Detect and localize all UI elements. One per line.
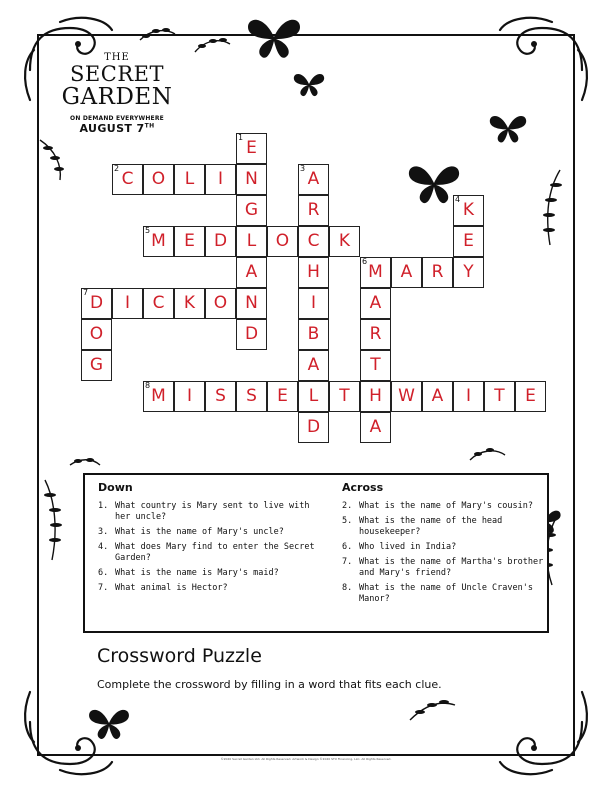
crossword-cell[interactable] xyxy=(143,288,174,319)
logo-line-garden: GARDEN xyxy=(61,84,173,110)
crossword-cell[interactable] xyxy=(298,288,329,319)
cell-letter: D xyxy=(306,417,321,437)
cell-letter: N xyxy=(245,169,258,189)
crossword-cell[interactable] xyxy=(298,195,329,226)
cell-letter: L xyxy=(246,231,257,251)
crossword-cell[interactable] xyxy=(298,164,329,195)
crossword-cell[interactable] xyxy=(81,288,112,319)
cell-letter: W xyxy=(398,386,415,406)
cell-letter: A xyxy=(307,169,320,189)
cell-letter: G xyxy=(244,200,259,220)
crossword-cell[interactable] xyxy=(515,381,546,412)
cell-letter: T xyxy=(339,386,350,406)
clue-number-label: 5 xyxy=(145,226,151,235)
crossword-cell[interactable] xyxy=(360,412,391,443)
crossword-cell[interactable] xyxy=(391,381,422,412)
crossword-cell[interactable] xyxy=(236,381,267,412)
clue-down-1 xyxy=(98,501,323,523)
down-clues xyxy=(98,481,323,598)
crossword-cell[interactable] xyxy=(298,412,329,443)
clue-number: 5. xyxy=(342,516,353,526)
clue-text: What animal is Hector? xyxy=(115,583,228,593)
cell-letter: T xyxy=(370,355,381,375)
cell-letter: A xyxy=(369,293,382,313)
crossword-cell[interactable] xyxy=(236,195,267,226)
cell-letter: O xyxy=(275,231,290,251)
cell-letter: I xyxy=(124,293,130,313)
cell-letter: C xyxy=(152,293,165,313)
clue-down-7 xyxy=(98,583,323,594)
crossword-cell[interactable] xyxy=(391,257,422,288)
across-heading: Across xyxy=(342,481,384,494)
crossword-cell[interactable] xyxy=(329,381,360,412)
clue-text: What country is Mary sent to live with her uncle? xyxy=(115,501,310,522)
cell-letter: D xyxy=(89,293,104,313)
crossword-cell[interactable] xyxy=(174,164,205,195)
cell-letter: C xyxy=(121,169,134,189)
crossword-cell[interactable] xyxy=(329,226,360,257)
clue-number: 7. xyxy=(98,583,109,593)
cell-letter: G xyxy=(89,355,104,375)
cell-letter: I xyxy=(217,169,223,189)
cell-letter: N xyxy=(245,293,258,313)
crossword-cell[interactable] xyxy=(453,195,484,226)
crossword-cell[interactable] xyxy=(360,381,391,412)
cell-letter: K xyxy=(338,231,351,251)
cell-letter: A xyxy=(307,355,320,375)
crossword-cell[interactable] xyxy=(205,226,236,257)
cell-letter: H xyxy=(369,386,382,406)
crossword-cell[interactable] xyxy=(484,381,515,412)
cell-letter: R xyxy=(431,262,444,282)
cell-letter: C xyxy=(307,231,320,251)
cell-letter: R xyxy=(369,324,382,344)
clue-text: What does Mary find to enter the Secret Garden? xyxy=(115,542,315,563)
crossword-cell[interactable] xyxy=(422,381,453,412)
crossword-cell[interactable] xyxy=(298,319,329,350)
cell-letter: O xyxy=(151,169,166,189)
clue-number: 2. xyxy=(342,501,353,511)
crossword-cell[interactable] xyxy=(236,288,267,319)
clue-down-3 xyxy=(98,527,323,538)
logo-line-the: THE xyxy=(104,52,130,63)
cell-letter: B xyxy=(307,324,320,344)
cell-letter: M xyxy=(368,262,383,282)
clue-number: 3. xyxy=(98,527,109,537)
clue-down-6 xyxy=(98,568,323,579)
clues-box xyxy=(83,473,549,633)
clue-number-label: 1 xyxy=(238,133,244,142)
clue-text: Who lived in India? xyxy=(359,542,457,552)
crossword-cell[interactable] xyxy=(143,381,174,412)
cell-letter: A xyxy=(245,262,258,282)
cell-letter: S xyxy=(246,386,257,406)
cell-letter: E xyxy=(246,138,257,158)
crossword-cell[interactable] xyxy=(81,319,112,350)
clue-number-label: 2 xyxy=(114,164,120,173)
cell-letter: M xyxy=(151,231,166,251)
crossword-cell[interactable] xyxy=(112,288,143,319)
cell-letter: L xyxy=(184,169,195,189)
crossword-cell[interactable] xyxy=(422,257,453,288)
crossword-cell[interactable] xyxy=(236,164,267,195)
crossword-cell[interactable] xyxy=(143,164,174,195)
clue-number: 6. xyxy=(98,568,109,578)
clue-text: What is the name of Mary's cousin? xyxy=(359,501,533,511)
cell-letter: A xyxy=(400,262,413,282)
crossword-cell[interactable] xyxy=(174,381,205,412)
crossword-cell[interactable] xyxy=(236,133,267,164)
crossword-cell[interactable] xyxy=(453,226,484,257)
cell-letter: E xyxy=(463,231,474,251)
across-clues xyxy=(342,481,547,609)
clue-across-5 xyxy=(342,516,547,538)
clue-number: 7. xyxy=(342,557,353,567)
crossword-cell[interactable] xyxy=(236,257,267,288)
logo-tagline: ON DEMAND EVERYWHERE xyxy=(70,115,164,122)
puzzle-title: Crossword Puzzle xyxy=(97,645,262,667)
crossword-cell[interactable] xyxy=(298,226,329,257)
cell-letter: D xyxy=(244,324,259,344)
clue-across-2 xyxy=(342,501,547,512)
crossword-cell[interactable] xyxy=(267,381,298,412)
cell-letter: H xyxy=(307,262,320,282)
crossword-cell[interactable] xyxy=(205,381,236,412)
clue-number-label: 3 xyxy=(300,164,306,173)
crossword-cell[interactable] xyxy=(360,288,391,319)
clue-across-7 xyxy=(342,557,547,579)
crossword-cell[interactable] xyxy=(453,381,484,412)
clue-number-label: 4 xyxy=(455,195,461,204)
crossword-cell[interactable] xyxy=(360,319,391,350)
cell-letter: I xyxy=(186,386,192,406)
crossword-cell[interactable] xyxy=(453,257,484,288)
crossword-cell[interactable] xyxy=(298,381,329,412)
cell-letter: M xyxy=(151,386,166,406)
clue-number: 8. xyxy=(342,583,353,593)
clue-number-label: 8 xyxy=(145,381,151,390)
cell-letter: L xyxy=(308,386,319,406)
cell-letter: E xyxy=(277,386,288,406)
cell-letter: T xyxy=(494,386,505,406)
crossword-cell[interactable] xyxy=(298,257,329,288)
logo-line-secret: SECRET xyxy=(70,62,164,86)
crossword-cell[interactable] xyxy=(174,226,205,257)
crossword-cell[interactable] xyxy=(360,350,391,381)
clue-across-8 xyxy=(342,583,547,605)
cell-letter: S xyxy=(215,386,226,406)
crossword-cell[interactable] xyxy=(174,288,205,319)
down-heading: Down xyxy=(98,481,133,494)
clue-text: What is the name of Mary's uncle? xyxy=(115,527,284,537)
clue-text: What is the name is Mary's maid? xyxy=(115,568,279,578)
clue-across-6 xyxy=(342,542,547,553)
crossword-cell[interactable] xyxy=(360,257,391,288)
clue-number-label: 6 xyxy=(362,257,368,266)
crossword-cell[interactable] xyxy=(236,226,267,257)
clue-text: What is the name of Uncle Craven's Manor? xyxy=(359,583,533,604)
release-date-suffix: TH xyxy=(144,122,155,130)
cell-letter: O xyxy=(89,324,104,344)
cell-letter: A xyxy=(431,386,444,406)
cell-letter: K xyxy=(183,293,196,313)
cell-letter: D xyxy=(213,231,228,251)
copyright-notice: ©2020 Secret Garden Ltd. All Rights Reserved. Artwork & Design ©2020 STX Financing, LLC. All Rights Reserved. xyxy=(220,757,392,761)
puzzle-instructions: Complete the crossword by filling in a word that fits each clue. xyxy=(97,678,442,691)
crossword-cell[interactable] xyxy=(143,226,174,257)
crossword-cell[interactable] xyxy=(298,350,329,381)
cell-letter: E xyxy=(184,231,195,251)
crossword-cell[interactable] xyxy=(205,288,236,319)
cell-letter: Y xyxy=(463,262,474,282)
cell-letter: E xyxy=(525,386,536,406)
clue-number: 6. xyxy=(342,542,353,552)
cell-letter: K xyxy=(462,200,475,220)
crossword-cell[interactable] xyxy=(267,226,298,257)
clue-number: 4. xyxy=(98,542,109,552)
clue-number-label: 7 xyxy=(83,288,89,297)
cell-letter: I xyxy=(465,386,471,406)
crossword-cell[interactable] xyxy=(205,164,236,195)
cell-letter: R xyxy=(307,200,320,220)
cell-letter: I xyxy=(310,293,316,313)
clue-text: What is the name of the head housekeeper? xyxy=(359,516,503,537)
cell-letter: A xyxy=(369,417,382,437)
clue-number: 1. xyxy=(98,501,109,511)
clue-text: What is the name of Martha's brother and Mary's friend? xyxy=(359,557,544,578)
crossword-cell[interactable] xyxy=(236,319,267,350)
crossword-cell[interactable] xyxy=(81,350,112,381)
clue-down-4 xyxy=(98,542,323,564)
release-date-text: AUGUST 7 xyxy=(79,122,145,135)
crossword-cell[interactable] xyxy=(112,164,143,195)
cell-letter: O xyxy=(213,293,228,313)
